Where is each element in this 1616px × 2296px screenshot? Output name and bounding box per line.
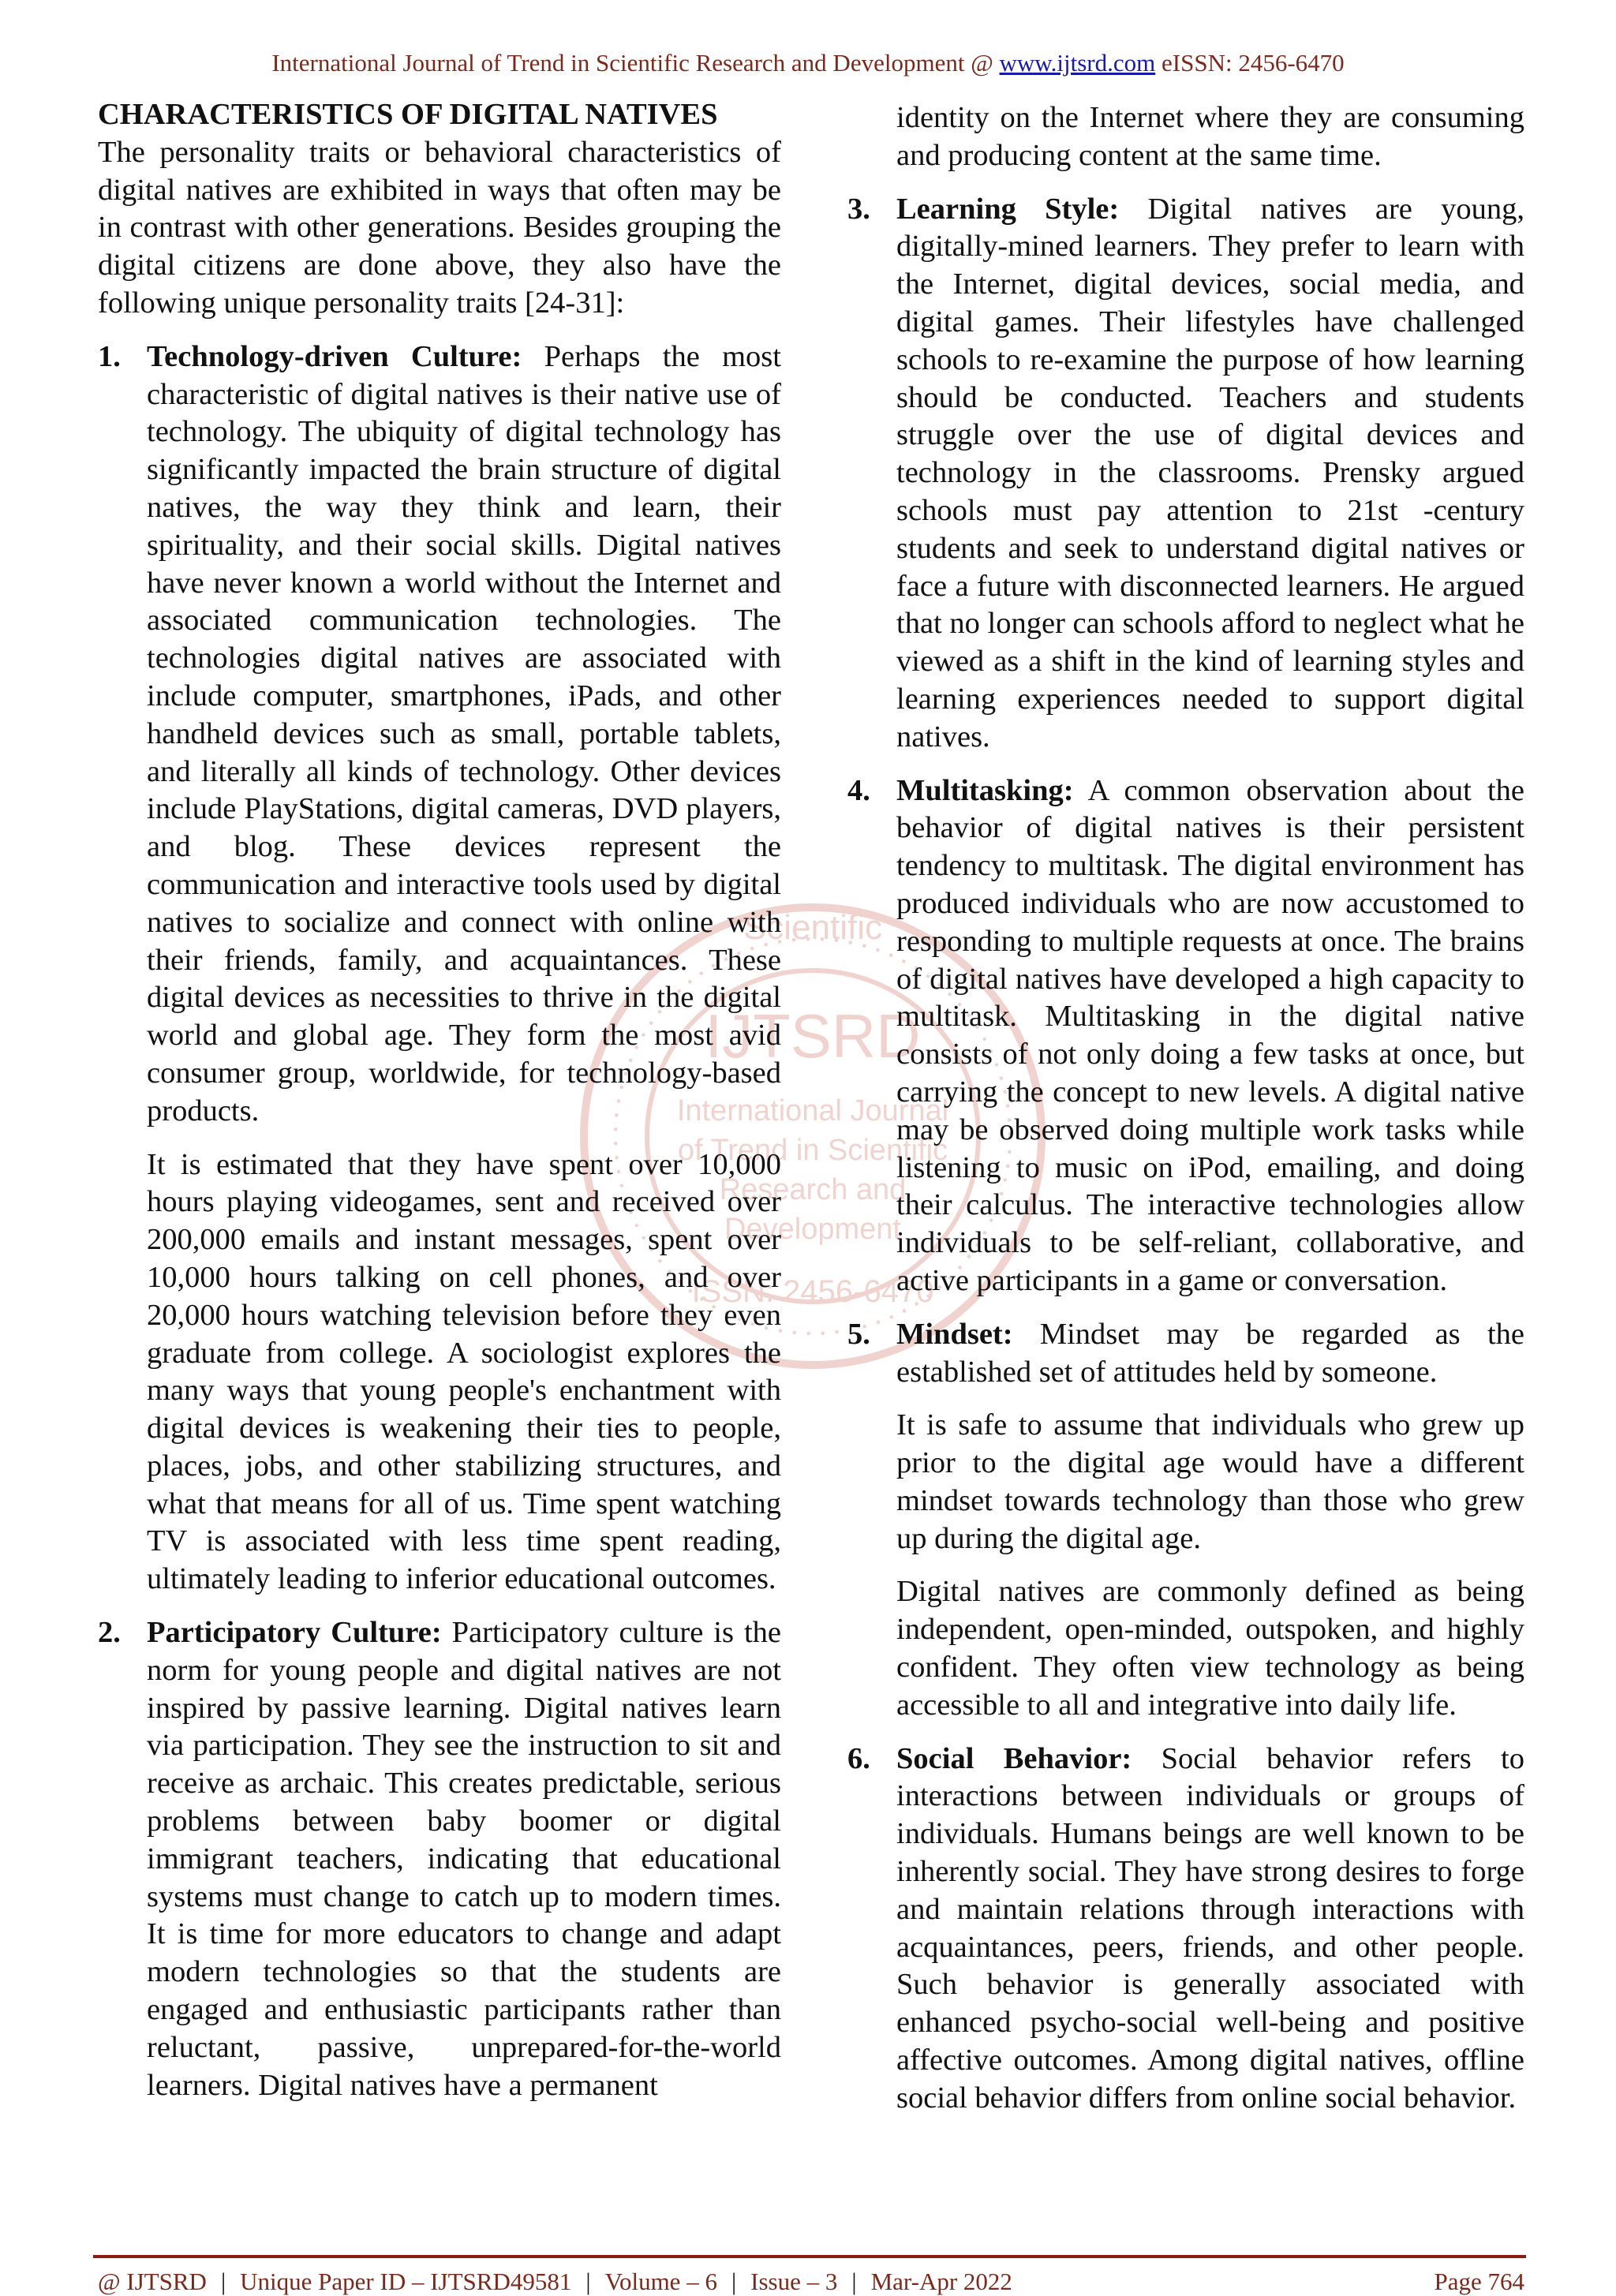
watermark-line-2: IJTSRD (705, 1001, 921, 1071)
footer-separator: | (585, 2268, 591, 2295)
footer-paper-id: Unique Paper ID – IJTSRD49581 (240, 2268, 572, 2295)
item-text: Perhaps the most characteristic of digital natives is their native use of technology. The ubiquity of digital technology has significantly impacted the brain structure of digital natives, the way they think and learn, their spirituality, and their social skills. Digital natives have never known a world without the Internet and associated communication technologies. The technologies digital natives are associated with include computer, smartphones, iPads, and other handheld devices such as small, portable tablets, and literally all kinds of technology. Other devices include PlayStations, digital cameras, DVD players, and blog. These devices represent the communication and interactive tools used by digital natives to socialize and connect with online with their friends, family, and acquaintances. These digital devices as necessities to thrive in the digital world and global age. They form the most avid consumer group, worldwide, for technology-based products. (147, 339, 781, 1127)
item-text: Social behavior refers to interactions between individuals or groups of individuals. Humans beings are well known to be inherently social. They have strong desires to forge and maintain relations through interactions with acquaintances, peers, friends, and other people. Such behavior is generally associated with enhanced psycho-social well-being and positive affective outcomes. Among digital natives, offline social behavior differs from online social behavior. (896, 1741, 1524, 2115)
item-number: 2. (98, 1616, 121, 1650)
footer-date: Mar-Apr 2022 (870, 2268, 1012, 2295)
right-column (847, 99, 1524, 2133)
footer-volume: Volume – 6 (604, 2268, 717, 2295)
watermark-line-6: Development (724, 1213, 901, 1246)
continuation-paragraph: identity on the Internet where they are consuming and producing content at the same time. (896, 101, 1524, 172)
list-item-3 (847, 191, 1524, 757)
header-issn: eISSN: 2456-6470 (1155, 49, 1345, 77)
journal-url-link[interactable]: www.ijtsrd.com (999, 49, 1156, 77)
journal-header (0, 49, 1616, 77)
item-number: 5. (847, 1317, 870, 1351)
intro-paragraph: The personality traits or behavioral characteristics of digital natives are exhibited in ways that often may be in contrast with other generations. Besides grouping the digital citizens are done above, they also have the following unique personality traits [24-31]: (98, 135, 781, 320)
item-number: 6. (847, 1741, 870, 1775)
watermark-line-4: of Trend in Scientific (677, 1134, 948, 1167)
watermark-line-1: Scientific (743, 908, 883, 947)
item-title: Participatory Culture: (147, 1616, 442, 1650)
item-text: Mindset may be regarded as the established set of attitudes held by someone. (896, 1317, 1524, 1389)
watermark-line-5: Research and (719, 1173, 907, 1206)
list-item-1 (98, 338, 781, 1599)
item-title: Learning Style: (896, 192, 1120, 226)
footer-issue: Issue – 3 (750, 2268, 838, 2295)
item-text: A common observation about the behavior of digital natives is their persistent tendency to multitask. The digital environment has produced individuals who are now accustomed to responding to multiple requests at once. The brains of digital natives have developed a high capacity to multitask. Multitasking in the digital native consists of not only doing a few tasks at once, but carrying the concept to new levels. A digital native may be observed doing multiple work tasks while listening to music on iPod, emailing, and doing their calculus. The interactive technologies allow individuals to be self-reliant, collaborative, and active participants in a game or conversation. (896, 773, 1524, 1297)
item-text: Digital natives are young, digitally-mined learners. They prefer to learn with the Internet, digital devices, social media, and digital games. Their lifestyles have challenged schools to re-examine the purpose of how learning should be conducted. Teachers and students struggle over the use of digital devices and technology in the classrooms. Prensky argued schools must pay attention to 21st -century students and seek to understand digital natives or face a future with disconnected learners. He argued that no longer can schools afford to neglect what he viewed as a shift in the kind of learning styles and learning experiences needed to support digital natives. (896, 192, 1524, 753)
item-title: Social Behavior: (896, 1741, 1132, 1775)
watermark-line-3: International Journal (676, 1094, 949, 1127)
footer-separator: | (731, 2268, 737, 2295)
item-title: Technology-driven Culture: (147, 339, 522, 373)
item-paragraph: Digital natives are commonly defined as being independent, open-minded, outspoken, and highly confident. They often view technology as being accessible to all and integrative into daily life. (896, 1575, 1524, 1722)
footer-brand: @ IJTSRD (98, 2268, 207, 2295)
header-text: International Journal of Trend in Scientific Research and Development @ (271, 49, 1000, 77)
section-heading: CHARACTERISTICS OF DIGITAL NATIVES (98, 98, 718, 131)
list-item-5 (847, 1316, 1524, 1725)
item-number: 3. (847, 192, 870, 226)
item-text: Participatory culture is the norm for young people and digital natives are not inspired by passive learning. Digital natives learn via participation. They see the instruction to sit and receive as archaic. This creates predictable, serious problems between baby boomer or digital immigrant teachers, indicating that educational systems must change to catch up to modern times. It is time for more educators to change and adapt modern technologies so that the students are engaged and enthusiastic participants rather than reluctant, passive, unprepared-for-the-world learners. Digital natives have a permanent (147, 1616, 781, 2102)
footer-page-number: Page 764 (1434, 2268, 1524, 2295)
watermark-line-7: ISSN: 2456-6470 (691, 1274, 934, 1309)
item-title: Mindset: (896, 1317, 1013, 1351)
list-item-2 (98, 1614, 781, 2104)
item-paragraph: It is estimated that they have spent over 10,000 hours playing videogames, sent and received over 200,000 emails and instant messages, spent over 10,000 hours talking on cell phones, and over 20,000 hours watching television before they even graduate from college. A sociologist explores the many ways that young people's enchantment with digital devices is weakening their ties to people, places, jobs, and other stabilizing structures, and what that means for all of us. Time spent watching TV is associated with less time spent reading, ultimately leading to inferior educational outcomes. (147, 1147, 781, 1596)
page-footer (98, 2268, 1524, 2296)
footer-divider (93, 2255, 1526, 2258)
footer-separator: | (851, 2268, 857, 2295)
list-item-6 (847, 1741, 1524, 2118)
item-number: 1. (98, 339, 121, 373)
item-paragraph: It is safe to assume that individuals who grew up prior to the digital age would have a different mindset towards technology than those who grew up during the digital age. (896, 1408, 1524, 1555)
item-title: Multitasking: (896, 773, 1074, 807)
item-number: 4. (847, 773, 870, 807)
list-item-4 (847, 772, 1524, 1300)
footer-separator: | (220, 2268, 226, 2295)
left-column (98, 96, 781, 2120)
